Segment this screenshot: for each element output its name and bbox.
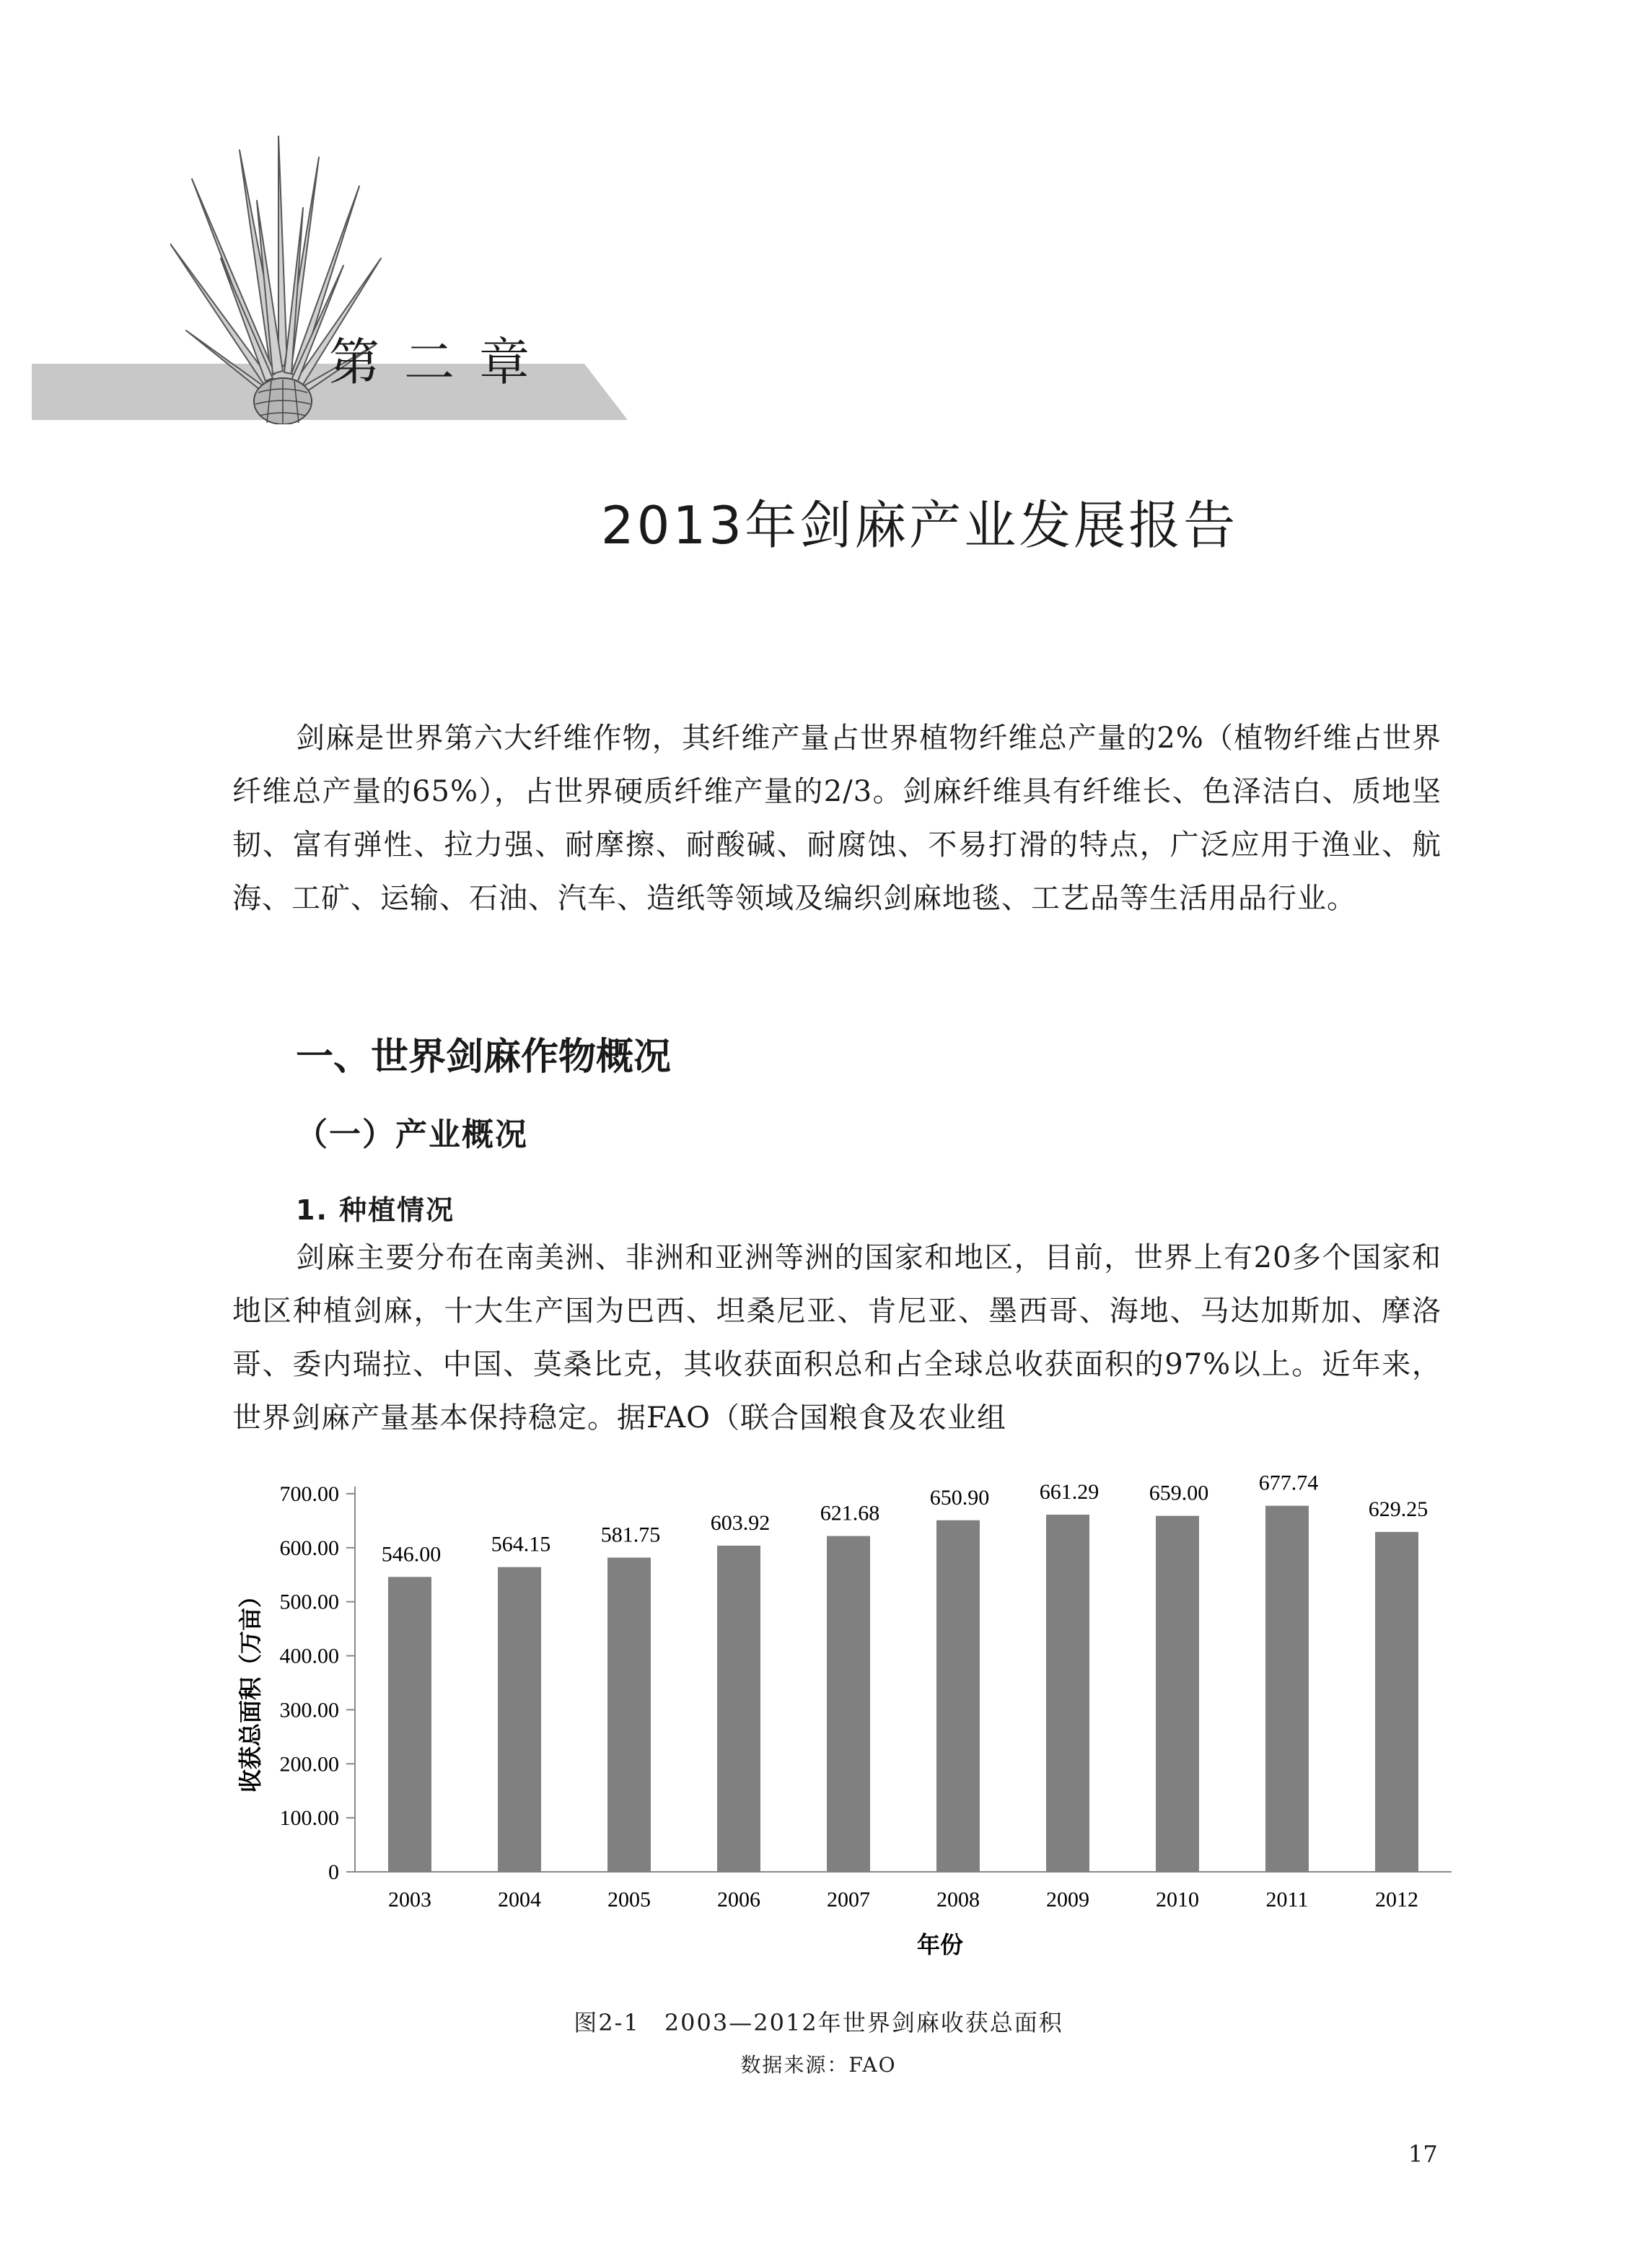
bar-2004 [498,1567,541,1872]
value-label-2008: 650.90 [929,1485,990,1510]
x-tick-label-2009: 2009 [1046,1888,1089,1912]
y-tick-label: 400.00 [279,1644,339,1668]
subsection-heading: （一）产业概况 [296,1116,528,1153]
bar-series [388,1506,1418,1872]
report-title: 2013年剑麻产业发展报告 [600,495,1239,556]
bar-2006 [717,1546,760,1872]
bar-2011 [1265,1506,1309,1872]
figure-source: 数据来源：FAO [740,2053,897,2077]
value-label-2007: 621.68 [820,1501,880,1525]
y-tick-label: 700.00 [279,1482,339,1506]
x-tick-label-2007: 2007 [827,1888,870,1912]
x-tick-label-2004: 2004 [498,1888,541,1912]
x-axis-ticks [388,1888,1418,1912]
planting-paragraph: 剑麻主要分布在南美洲、非洲和亚洲等洲的国家和地区，目前，世界上有20多个国家和地区种植剑麻，十大生产国为巴西、坦桑尼亚、肯尼亚、墨西哥、海地、马达加斯加、摩洛哥、委内瑞拉、中国、莫桑比克，其收获面积总和占全球总收获面积的97%以上。近年来，世界剑麻产量基本保持稳定。据FAO（联合国粮食及农业组 [232,1241,1441,1435]
harvest-area-chart [216,1465,1457,1984]
y-axis-ticks [280,1482,356,1884]
x-tick-label-2011: 2011 [1265,1888,1309,1912]
value-label-2009: 661.29 [1039,1479,1100,1504]
bar-2003 [388,1577,431,1872]
y-tick-label: 300.00 [279,1698,339,1722]
y-tick-label: 600.00 [279,1536,339,1560]
value-label-2011: 677.74 [1258,1471,1319,1495]
x-tick-label-2010: 2010 [1156,1888,1199,1912]
x-axis-label: 年份 [916,1931,964,1958]
figure-caption: 图2-1 2003—2012年世界剑麻收获总面积 [574,2009,1063,2036]
intro-paragraph: 剑麻是世界第六大纤维作物，其纤维产量占世界植物纤维总产量的2%（植物纤维占世界纤维总产量的65%），占世界硬质纤维产量的2/3。剑麻纤维具有纤维长、色泽洁白、质地坚韧、富有弹性、拉力强、耐摩擦、耐酸碱、耐腐蚀、不易打滑的特点，广泛应用于渔业、航海、工矿、运输、石油、汽车、造纸等领域及编织剑麻地毯、工艺品等生活用品行业。 [232,722,1441,915]
item-heading: 1. 种植情况 [296,1194,455,1226]
value-label-2003: 546.00 [381,1542,442,1567]
bar-2009 [1046,1515,1089,1872]
value-label-2006: 603.92 [710,1510,771,1535]
bar-2008 [936,1520,980,1872]
x-tick-label-2003: 2003 [388,1888,431,1912]
x-tick-label-2008: 2008 [936,1888,980,1912]
y-tick-label: 500.00 [279,1590,339,1614]
bar-2012 [1375,1532,1418,1872]
y-tick-label: 0 [328,1860,339,1884]
bar-2007 [827,1536,870,1872]
x-tick-label-2012: 2012 [1375,1888,1418,1912]
x-tick-label-2006: 2006 [717,1888,760,1912]
value-label-2005: 581.75 [600,1523,661,1547]
section-heading: 一、世界剑麻作物概况 [296,1036,672,1079]
y-tick-label: 100.00 [279,1806,339,1831]
value-label-2010: 659.00 [1149,1481,1209,1505]
y-tick-label: 200.00 [279,1752,339,1777]
chapter-label: 第二章 [329,333,554,392]
page-number: 17 [1408,2140,1438,2168]
value-label-2012: 629.25 [1368,1497,1428,1521]
value-label-2004: 564.15 [491,1532,551,1556]
y-axis-label: 收获总面积（万亩） [237,1584,264,1793]
x-tick-label-2005: 2005 [607,1888,651,1912]
bar-2010 [1156,1516,1199,1872]
bar-2005 [607,1558,651,1872]
